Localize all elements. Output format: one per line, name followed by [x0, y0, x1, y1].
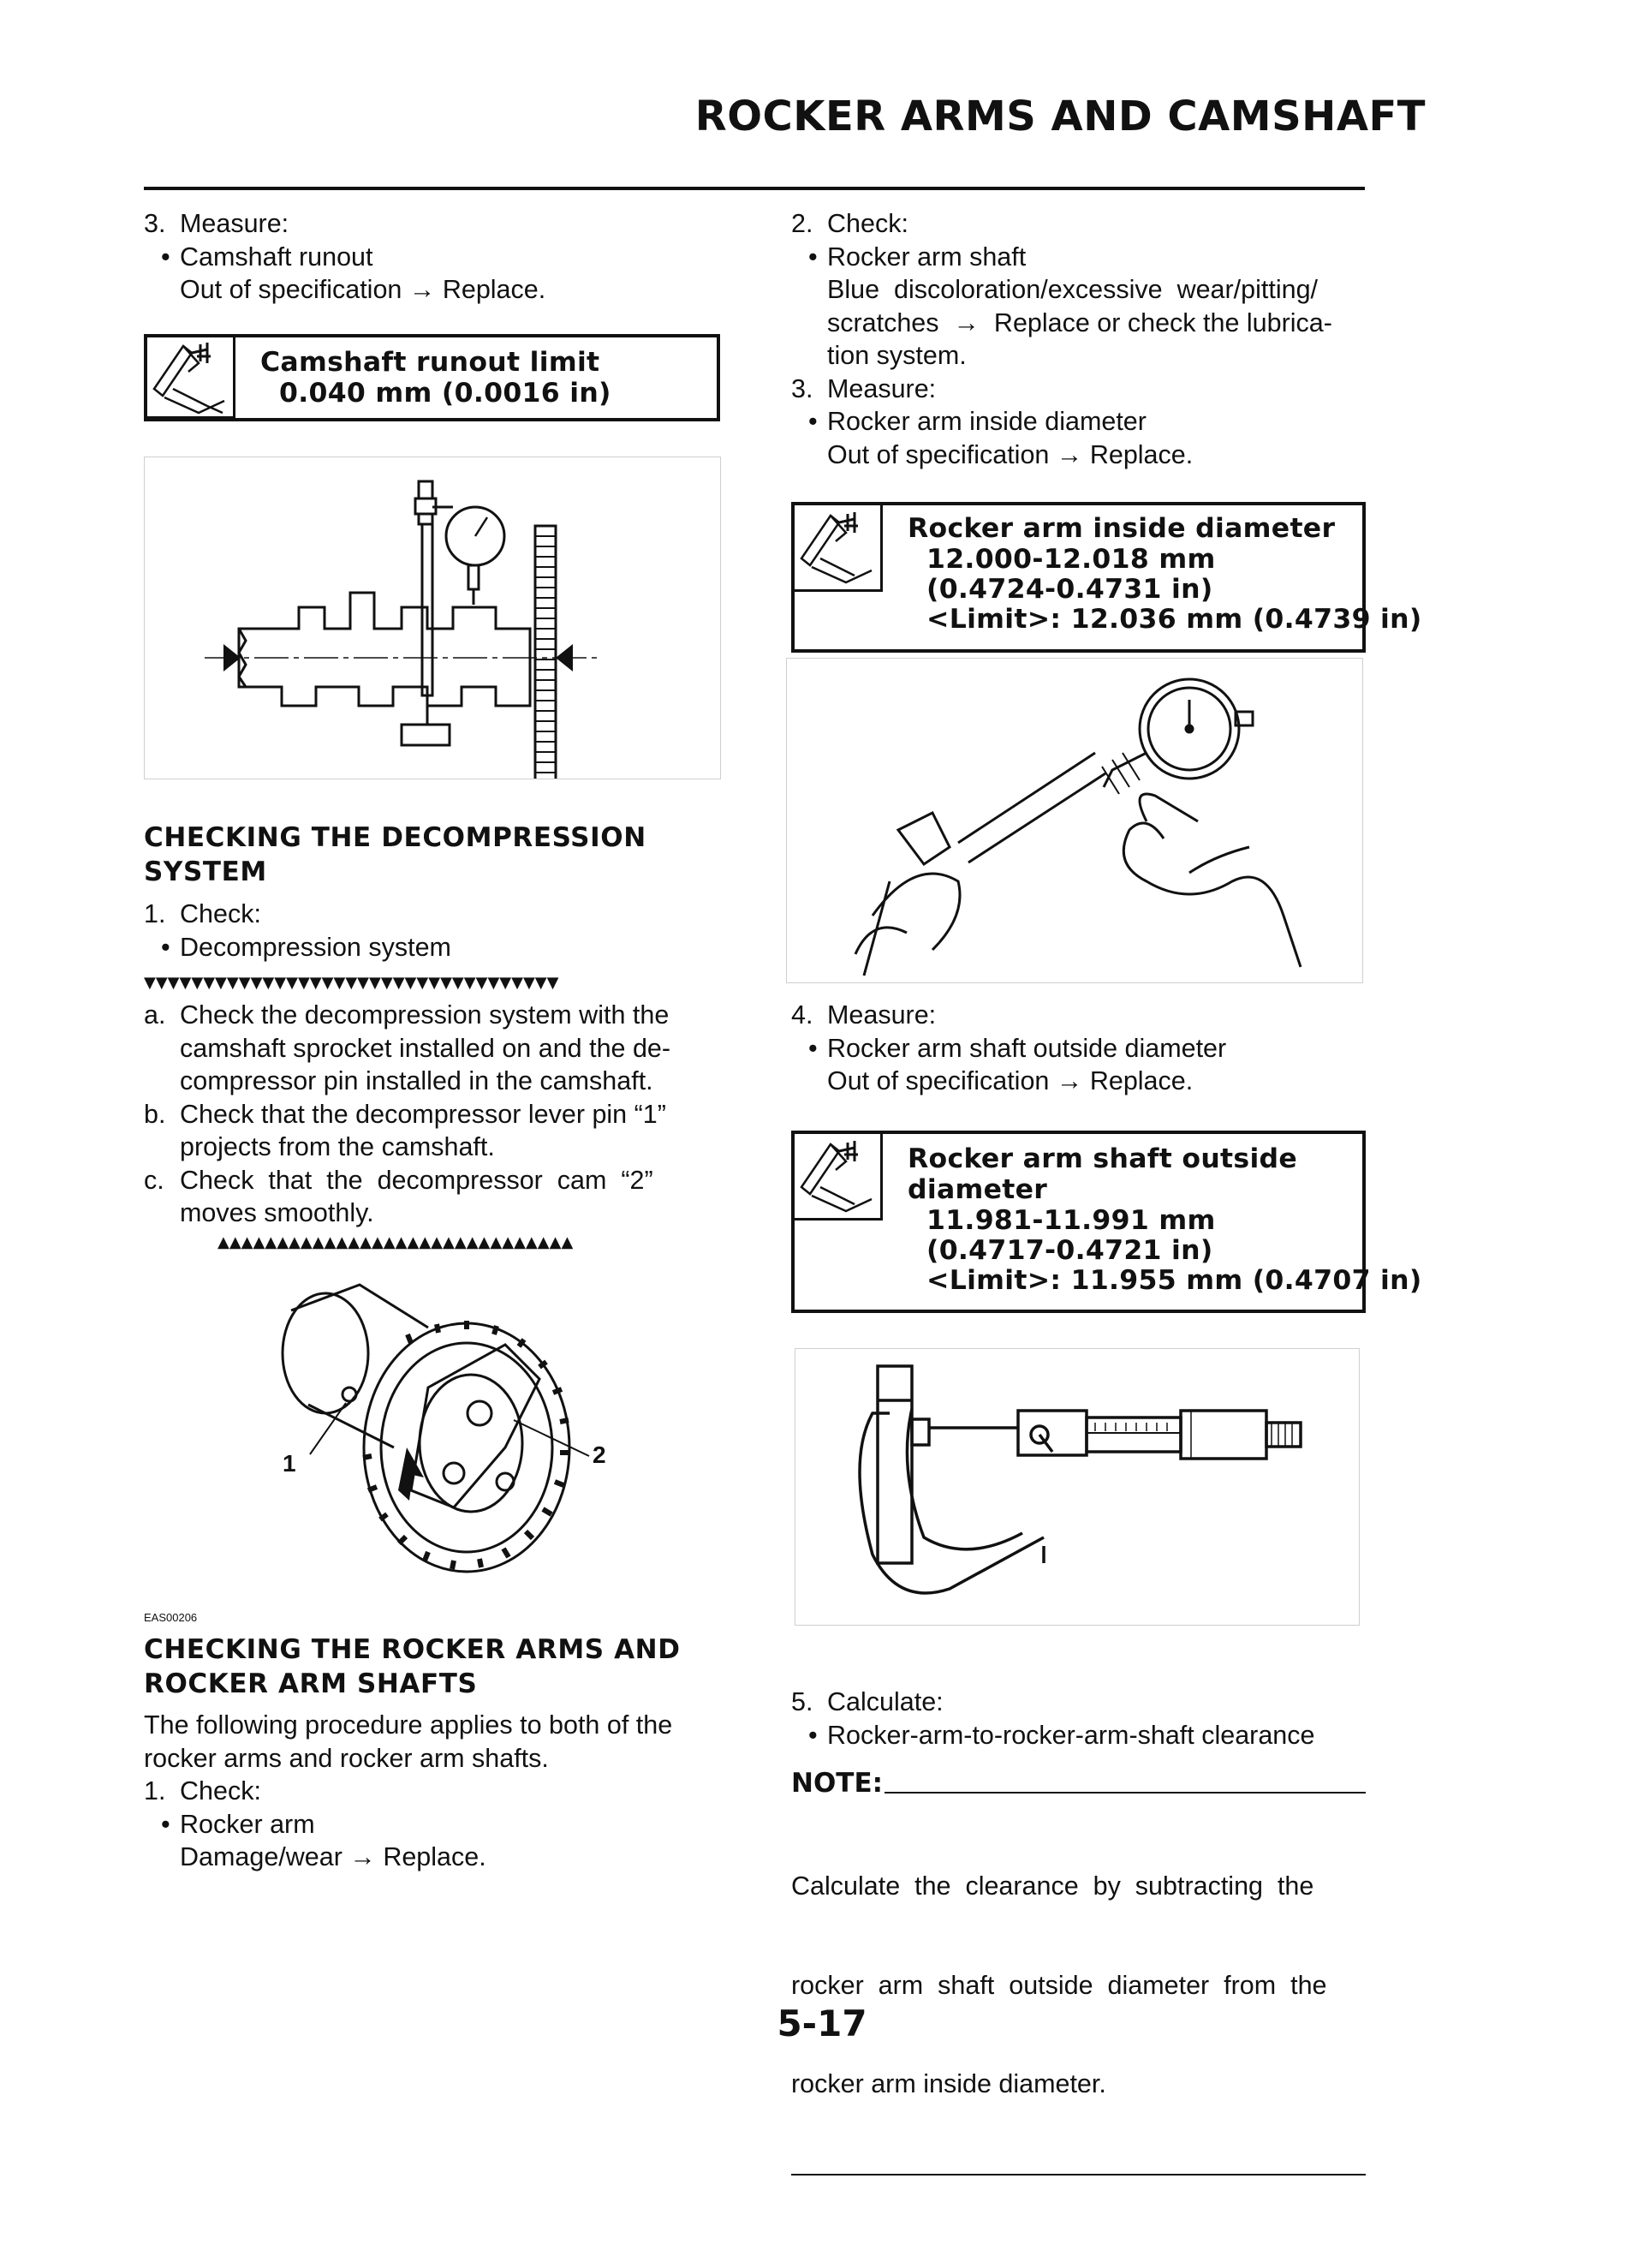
spec-limit: <Limit>: 11.955 mm (0.4707 in): [926, 1265, 1422, 1296]
section-code: EAS00206: [144, 1611, 198, 1624]
spec-value: 11.981-11.991 mm: [926, 1205, 1216, 1236]
heading-line: CHECKING THE DECOMPRESSION: [144, 822, 646, 853]
section-heading-decompression: [144, 821, 743, 889]
bullet-text: Rocker arm shaft outside diameter: [827, 1033, 1227, 1063]
spec-label: Camshaft runout limit: [260, 347, 600, 378]
note-line: Calculate the clearance by subtracting the: [791, 1871, 1314, 1901]
sub-text: Damage/wear → Replace.: [180, 1842, 486, 1871]
sub-text: Out of specification → Replace.: [827, 439, 1194, 469]
spec-value: 12.000-12.018 mm: [926, 544, 1216, 575]
bullet-text: Rocker-arm-to-rocker-arm-shaft clearance: [827, 1720, 1315, 1750]
paragraph-line: rocker arms and rocker arm shafts.: [144, 1743, 549, 1773]
procedure-start-marker: ▼▼▼▼▼▼▼▼▼▼▼▼▼▼▼▼▼▼▼▼▼▼▼▼▼▼▼▼▼▼▼▼▼▼▼: [144, 974, 559, 992]
note-block: [791, 1768, 1366, 2175]
step-number: 1.: [144, 899, 166, 928]
procedure-end-marker: ▲▲▲▲▲▲▲▲▲▲▲▲▲▲▲▲▲▲▲▲▲▲▲▲▲▲▲▲▲▲: [217, 1233, 574, 1251]
spec-value: (0.4724-0.4731 in): [926, 574, 1213, 605]
section-heading-rocker: [144, 1632, 760, 1701]
page-number: 5-17: [777, 2002, 867, 2044]
step-label: Measure:: [180, 209, 289, 238]
spec-rocker-arm-shaft-outside-diameter: [791, 1131, 1422, 1313]
caliper-icon: [147, 337, 235, 419]
substep-letter: c.: [144, 1165, 164, 1195]
caliper-icon: [795, 1134, 883, 1221]
step-number: 3.: [144, 209, 166, 238]
step-number: 1.: [144, 1776, 166, 1805]
bullet-text: Rocker arm: [180, 1809, 315, 1839]
bullet-icon: •: [808, 1033, 818, 1063]
spec-label: Rocker arm inside diameter: [908, 513, 1336, 544]
substep-letter: b.: [144, 1099, 166, 1129]
sub-text: Out of specification → Replace.: [827, 1066, 1194, 1095]
substep-text: Check the decompression system with the: [180, 1000, 670, 1030]
spec-camshaft-runout: [144, 334, 720, 421]
bullet-icon: •: [808, 242, 818, 272]
figure-decompressor: [257, 1276, 616, 1576]
caliper-icon: [795, 505, 883, 592]
header-rule: [144, 187, 1365, 190]
step-label: Calculate:: [827, 1687, 944, 1716]
rocker-intro: [144, 1709, 726, 1874]
figure-bore-gauge: [786, 658, 1363, 983]
substep-text: camshaft sprocket installed on and the de-: [180, 1033, 671, 1063]
step-number: 3.: [791, 373, 813, 403]
step-number: 4.: [791, 1000, 813, 1030]
page-title: ROCKER ARMS AND CAMSHAFT: [694, 93, 1426, 140]
substep-text: Check that the decompressor lever pin “1”: [180, 1099, 666, 1129]
spec-label: diameter: [908, 1174, 1048, 1205]
figure-camshaft-runout: [144, 457, 721, 779]
heading-line: CHECKING THE ROCKER ARMS AND: [144, 1634, 681, 1665]
bullet-text: Camshaft runout: [180, 242, 373, 272]
spec-limit: <Limit>: 12.036 mm (0.4739 in): [926, 604, 1422, 635]
substep-text: compressor pin installed in the camshaft.: [180, 1066, 653, 1095]
right-step4: [791, 999, 1373, 1098]
step-label: Check:: [180, 899, 261, 928]
substep-text: projects from the camshaft.: [180, 1132, 495, 1161]
spec-rocker-arm-inside-diameter: [791, 502, 1422, 653]
right-step5: [791, 1686, 1373, 1752]
right-step2: [791, 207, 1373, 471]
sub-text: scratches → Replace or check the lubrica-: [827, 307, 1332, 337]
bullet-text: Decompression system: [180, 932, 451, 962]
note-line: rocker arm shaft outside diameter from the: [791, 1970, 1327, 2000]
micrometer-illustration: [795, 1349, 1359, 1625]
camshaft-dial-gauge-illustration: [145, 457, 720, 779]
sub-text: tion system.: [827, 341, 967, 370]
bullet-icon: •: [808, 1720, 818, 1750]
paragraph-line: The following procedure applies to both of the: [144, 1710, 673, 1740]
substep-text: Check that the decompressor cam “2”: [180, 1165, 653, 1195]
figure-label-1: 1: [283, 1450, 296, 1477]
bullet-text: Rocker arm shaft: [827, 242, 1027, 272]
substep-letter: a.: [144, 1000, 166, 1030]
note-heading: NOTE:: [791, 1768, 884, 1799]
heading-line: SYSTEM: [144, 856, 267, 887]
figure-micrometer: [795, 1348, 1360, 1626]
decompressor-camshaft-illustration: [257, 1276, 616, 1576]
step-label: Check:: [180, 1776, 261, 1805]
bullet-icon: •: [161, 242, 170, 272]
spec-label: Rocker arm shaft outside: [908, 1143, 1298, 1174]
note-line: rocker arm inside diameter.: [791, 2069, 1106, 2098]
step-label: Measure:: [827, 373, 937, 403]
spec-value: 0.040 mm (0.0016 in): [279, 378, 611, 409]
figure-label-2: 2: [593, 1441, 606, 1468]
step-number: 5.: [791, 1687, 813, 1716]
note-rule: [885, 1792, 1366, 1794]
bullet-icon: •: [161, 932, 170, 962]
decomp-step1: [144, 898, 726, 964]
sub-text: Out of specification → Replace.: [180, 275, 546, 304]
step-label: Check:: [827, 209, 908, 238]
spec-value: (0.4717-0.4721 in): [926, 1235, 1213, 1266]
left-step3: [144, 207, 726, 307]
sub-text: Blue discoloration/excessive wear/pitting/: [827, 275, 1319, 304]
note-bottom-rule: [791, 2174, 1366, 2175]
substep-text: moves smoothly.: [180, 1198, 374, 1227]
step-number: 2.: [791, 209, 813, 238]
bore-gauge-illustration: [787, 659, 1362, 982]
bullet-icon: •: [161, 1809, 170, 1839]
bullet-icon: •: [808, 407, 818, 436]
decomp-substeps: [144, 999, 726, 1230]
bullet-text: Rocker arm inside diameter: [827, 407, 1147, 436]
step-label: Measure:: [827, 1000, 937, 1030]
heading-line: ROCKER ARM SHAFTS: [144, 1668, 478, 1699]
